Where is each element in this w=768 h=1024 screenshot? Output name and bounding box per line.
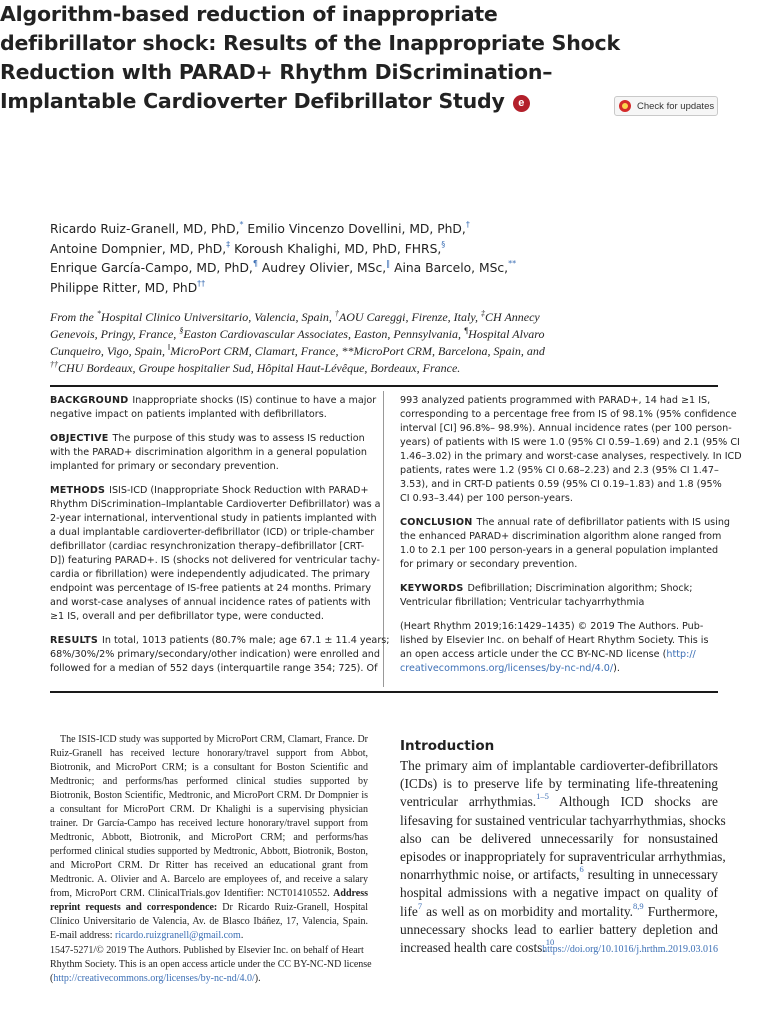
keyword-list: Defibrillation; Discrimination algorithm; Shock; xyxy=(467,583,693,594)
crossmark-icon xyxy=(619,100,631,112)
body-text: nonarrhythmic noise, or artifacts, xyxy=(400,867,580,883)
abstract-line: the enhanced PARAD+ discrimination algorithm alone ranged from xyxy=(400,531,722,542)
affiliation-text: AOU Careggi, Firenze, Italy, xyxy=(338,310,481,324)
check-for-updates-label: Check for updates xyxy=(637,100,715,112)
affiliation-text: CHU Bordeaux, Groupe hospitalier Sud, Hôpital Haut-Lévêque, Bordeaux, France. xyxy=(58,361,461,375)
author-name: Emilio Vincenzo Dovellini, MD, PhD, xyxy=(247,222,466,236)
citation-line: (Heart Rhythm 2019;16:1429–1435) © 2019 The Authors. Pub- xyxy=(400,621,704,632)
author-name: Antoine Dompnier, MD, PhD, xyxy=(50,241,227,256)
section-label: OBJECTIVE xyxy=(50,433,109,444)
affiliation-line xyxy=(50,326,722,343)
citation-ref[interactable]: 8,9 xyxy=(633,900,644,911)
abstract-line: In total, 1013 patients (80.7% male; age 67.1 ± 11.4 years; xyxy=(102,635,390,646)
abstract-line: 993 analyzed patients programmed with PARAD+, 14 had ≥1 IS, xyxy=(400,395,711,406)
abstract-line: for primary or secondary prevention. xyxy=(400,559,578,570)
footnote-text: The ISIS-ICD study was supported by MicroPort CRM, Clamart, France. Dr Ruiz-Granell has received lecture honorary/travel support from Abbot, Biotronik, and MicroPort CRM; is a consultant for Boston Scientific and Medtronic; and performs/has performed clinical studies supported by Biotronik, Boston Scientific, Medtronic, and MicroPort CRM. Dr Dompnier is a consultant for MicroPort CRM. Dr Khalighi is a supervising physician trainer. Dr García-Campo has received lecture honorary/travel support from Medtronic, Abbott, Biotronik, and MicroPort CRM; and performs/has performed clinical studies supported by Medtronic, Abbott, Biotronik, Boston, and MicroPort CRM. Dr Ritter has received an educational grant from Medtronic. A. Olivier and A. Barcelo are employees of, and receive a salary from, MicroPort CRM. ClinicalTrials.gov Identifier: NCT01410552. xyxy=(50,734,368,899)
abstract-line: ≥1 IS, overall and per defibrillator type, were conducted. xyxy=(50,611,324,622)
abstract-objective xyxy=(50,432,368,474)
introduction-paragraph xyxy=(400,757,726,957)
author-line xyxy=(50,259,710,279)
check-for-updates-button[interactable] xyxy=(614,96,718,116)
title-line: defibrillator shock: Results of the Inappropriate Shock xyxy=(0,31,620,55)
affiliation-marker[interactable]: †† xyxy=(197,278,206,288)
body-line: unnecessary shocks lead to earlier battery depletion and xyxy=(400,921,718,937)
affiliation-marker[interactable]: † xyxy=(465,220,470,229)
affiliation-line xyxy=(50,360,722,377)
affiliation-marker: ‖ xyxy=(168,343,171,352)
abstract-line: endpoint was percentage of IS-free patients at 24 months. Primary xyxy=(50,583,372,594)
affiliation-text: Cunqueiro, Vigo, Spain, xyxy=(50,344,168,358)
citation-ref[interactable]: 1–5 xyxy=(536,791,549,802)
body-text: life xyxy=(400,903,418,919)
license-link[interactable]: creativecommons.org/licenses/by-nc-nd/4.0/ xyxy=(400,663,614,674)
abstract-line: with the PARAD+ discrimination algorithm in a general population xyxy=(50,447,367,458)
article-title xyxy=(0,0,620,116)
body-line: The primary aim of implantable cardioverter-defibrillators xyxy=(400,758,718,773)
body-text: Furthermore, xyxy=(647,903,718,919)
body-text: increased health care costs. xyxy=(400,939,546,955)
affiliation-marker[interactable]: ‖ xyxy=(386,259,391,268)
license-link[interactable]: http:// xyxy=(666,649,696,660)
body-line xyxy=(400,793,718,811)
affiliation-marker: * xyxy=(96,309,101,318)
affiliation-text: From the xyxy=(50,310,97,324)
abstract-citation xyxy=(400,620,718,676)
affiliation-line xyxy=(50,309,722,326)
title-line-text: Implantable Cardioverter Defibrillator Study xyxy=(0,89,505,113)
abstract-line: years) of patients with IS were 1.0 (95% CI 0.59–1.69) and 2.1 (95% CI xyxy=(400,437,740,448)
section-label: BACKGROUND xyxy=(50,395,129,406)
affiliation-marker: § xyxy=(179,326,184,335)
copyright-line: Rhythm Society. This is an open access article under the CC BY-NC-ND license xyxy=(50,959,372,970)
abstract-line: Rhythm DiScrimination–Implantable Cardioverter Defibrillator) was a xyxy=(50,499,381,510)
abstract-line: ISIS-ICD (Inappropriate Shock Reduction wIth PARAD+ xyxy=(109,485,369,496)
author-name: Enrique García-Campo, MD, PhD, xyxy=(50,261,253,275)
citation-ref[interactable]: 10 xyxy=(545,936,555,947)
abstract-conclusion xyxy=(400,516,730,572)
abstract-line: corresponding to a percentage free from IS of 98.1% (95% confidence xyxy=(400,409,737,420)
title-line xyxy=(0,87,560,116)
abstract-line: Inappropriate shocks (IS) continue to have a major xyxy=(132,395,377,406)
copyright-line: ( xyxy=(50,973,54,984)
citation-ref[interactable]: 7 xyxy=(417,900,423,911)
copyright-line: 1547-5271/© 2019 The Authors. Published by Elsevier Inc. on behalf of Heart xyxy=(50,945,364,956)
abstract-line: followed for a median of 552 days (interquartile range 354; 725). Of xyxy=(50,663,378,674)
abstract-line: The purpose of this study was to assess IS reduction xyxy=(112,433,365,444)
author-name: Audrey Olivier, MSc, xyxy=(261,261,387,275)
abstract-line: 1.0 to 2.1 per 100 person-years in a general population implanted xyxy=(400,545,719,556)
abstract-results-continued xyxy=(400,394,742,506)
license-link[interactable]: http://creativecommons.org/licenses/by-nc-nd/4.0/ xyxy=(53,973,255,984)
affiliation-marker[interactable]: § xyxy=(441,239,446,249)
body-line: hospital admissions with a negative impact on quality of xyxy=(400,885,718,901)
abstract-line: a dual implantable cardioverter-defibrillator (ICD) or triple-chamber xyxy=(50,527,375,538)
abstract-left-column xyxy=(50,394,390,686)
affiliation-marker[interactable]: ¶ xyxy=(252,259,258,268)
affiliation-text: Easton Cardiovascular Associates, Easton, Pennsylvania, xyxy=(183,327,464,341)
abstract-line: patients, rates were 1.2 (95% CI 0.68–2.23) and 2.3 (95% CI 1.47– xyxy=(400,465,719,476)
affiliation-marker[interactable]: * xyxy=(239,220,244,229)
affiliation-text: CH Annecy xyxy=(484,310,540,324)
affiliation-text: Hospital Clinico Universitario, Valencia, Spain, xyxy=(100,310,335,324)
affiliation-text: Hospital Alvaro xyxy=(468,327,545,341)
affiliation-text: Genevois, Pringy, France, xyxy=(50,327,180,341)
body-line: also can be delivered unnecessarily for nonsustained xyxy=(400,830,718,846)
abstract-background xyxy=(50,394,377,422)
doi-link[interactable]: https://doi.org/10.1016/j.hrthm.2019.03.016 xyxy=(542,944,718,955)
body-line: episodes or inappropriately for supraventricular arrhythmias, xyxy=(400,848,726,864)
abstract-line: 3.53), and in CRT-D patients 0.59 (95% CI 0.19–1.83) and 1.8 (95% xyxy=(400,479,722,490)
section-label: KEYWORDS xyxy=(400,583,464,594)
footnote-text: . xyxy=(240,930,244,941)
body-text: as well as on morbidity and mortality. xyxy=(426,903,634,919)
abstract-top-rule xyxy=(50,385,718,387)
citation-line: lished by Elsevier Inc. on behalf of Heart Rhythm Society. This is xyxy=(400,635,709,646)
affiliation-text: MicroPort CRM, Clamart, France, **MicroPort CRM, Barcelona, Spain, and xyxy=(170,344,545,358)
affiliation-marker[interactable]: ** xyxy=(508,259,517,268)
affiliation-line xyxy=(50,343,722,360)
author-name: Koroush Khalighi, MD, PhD, FHRS, xyxy=(234,241,442,256)
copyright-notice xyxy=(50,944,390,986)
citation-ref[interactable]: 6 xyxy=(579,864,584,875)
section-label: RESULTS xyxy=(50,635,99,646)
affiliation-marker[interactable]: ‡ xyxy=(226,239,231,249)
affiliations xyxy=(50,309,722,377)
abstract-line: cardia or fibrillation) were independently adjudicated. The primary xyxy=(50,569,370,580)
citation-line: ). xyxy=(613,663,620,674)
author-name: Philippe Ritter, MD, PhD xyxy=(50,280,198,295)
abstract-right-column xyxy=(400,394,742,686)
affiliation-marker: † xyxy=(334,309,339,318)
reprint-label: Address reprint requests and correspondence: xyxy=(50,888,368,913)
abstract-line: interval [CI] 96.8%– 98.9%). Annual incidence rates (per 100 person- xyxy=(400,423,732,434)
body-line: lifesaving for sustained ventricular tachyarrhythmias, shocks xyxy=(400,812,726,828)
author-list xyxy=(50,220,710,298)
affiliation-marker: ¶ xyxy=(463,326,469,335)
title-line: Reduction wIth PARAD+ Rhythm DiScrimination– xyxy=(0,60,553,84)
author-line xyxy=(50,220,710,240)
section-label: CONCLUSION xyxy=(400,517,473,528)
body-text: Although ICD shocks are xyxy=(559,794,718,810)
epub-badge-icon: e xyxy=(513,95,530,112)
body-line xyxy=(400,866,718,884)
abstract-line: D]) featuring PARAD+. IS (shocks not delivered for ventricular tachy- xyxy=(50,555,380,566)
body-line: (ICDs) is to preserve life by terminating life-threatening xyxy=(400,776,718,792)
abstract-bottom-rule xyxy=(50,691,718,693)
footnote-text: Dr Ricardo Ruiz-Granell, Hospital Clínico Universitario de Valencia, Av. de Blasco Ibáñez, 17, Valencia, Spain. E-mail address: xyxy=(50,902,369,941)
title-line: Algorithm-based reduction of inappropriate xyxy=(0,2,498,26)
author-name: Ricardo Ruiz-Granell, MD, PhD, xyxy=(50,222,240,236)
abstract-keywords xyxy=(400,582,718,610)
author-line xyxy=(50,240,710,260)
abstract-line: negative impact on patients implanted with defibrillators. xyxy=(50,409,327,420)
body-line xyxy=(400,900,718,921)
abstract-line: implanted for primary or secondary prevention. xyxy=(50,461,279,472)
author-line xyxy=(50,279,710,299)
affiliation-marker: †† xyxy=(50,360,58,369)
abstract-line: 1.46–3.02) in the primary and worst-case analyses, respectively. In ICD xyxy=(400,451,742,462)
funding-footnote xyxy=(50,733,368,943)
citation-line: an open access article under the CC BY-NC-ND license ( xyxy=(400,649,667,660)
section-label: METHODS xyxy=(50,485,106,496)
abstract-methods xyxy=(50,484,381,624)
author-name: Aina Barcelo, MSc, xyxy=(394,261,509,275)
copyright-line: ). xyxy=(254,973,261,984)
keyword-list: Ventricular fibrillation; Ventricular tachyarrhythmia xyxy=(400,597,645,608)
body-text: resulting in unnecessary xyxy=(587,867,718,883)
abstract-line: The annual rate of defibrillator patients with IS using xyxy=(476,517,730,528)
body-text: ventricular arrhythmias. xyxy=(400,794,537,810)
abstract-line: 68%/30%/2% primary/secondary/other indication) were enrolled and xyxy=(50,649,380,660)
abstract-line: CI 0.93–3.44) per 100 person-years. xyxy=(400,493,573,504)
abstract-results xyxy=(50,634,390,676)
affiliation-marker: ‡ xyxy=(480,309,485,318)
email-link[interactable]: ricardo.ruizgranell@gmail.com xyxy=(114,930,241,941)
abstract-line: defibrillator (cardiac resynchronization therapy–defibrillator [CRT- xyxy=(50,541,365,552)
abstract-line: 2-year international, interventional study in patients implanted with xyxy=(50,513,377,524)
abstract-line: and worst-case analyses of annual incidence rates of patients with xyxy=(50,597,371,608)
section-heading-introduction: Introduction xyxy=(400,738,495,754)
